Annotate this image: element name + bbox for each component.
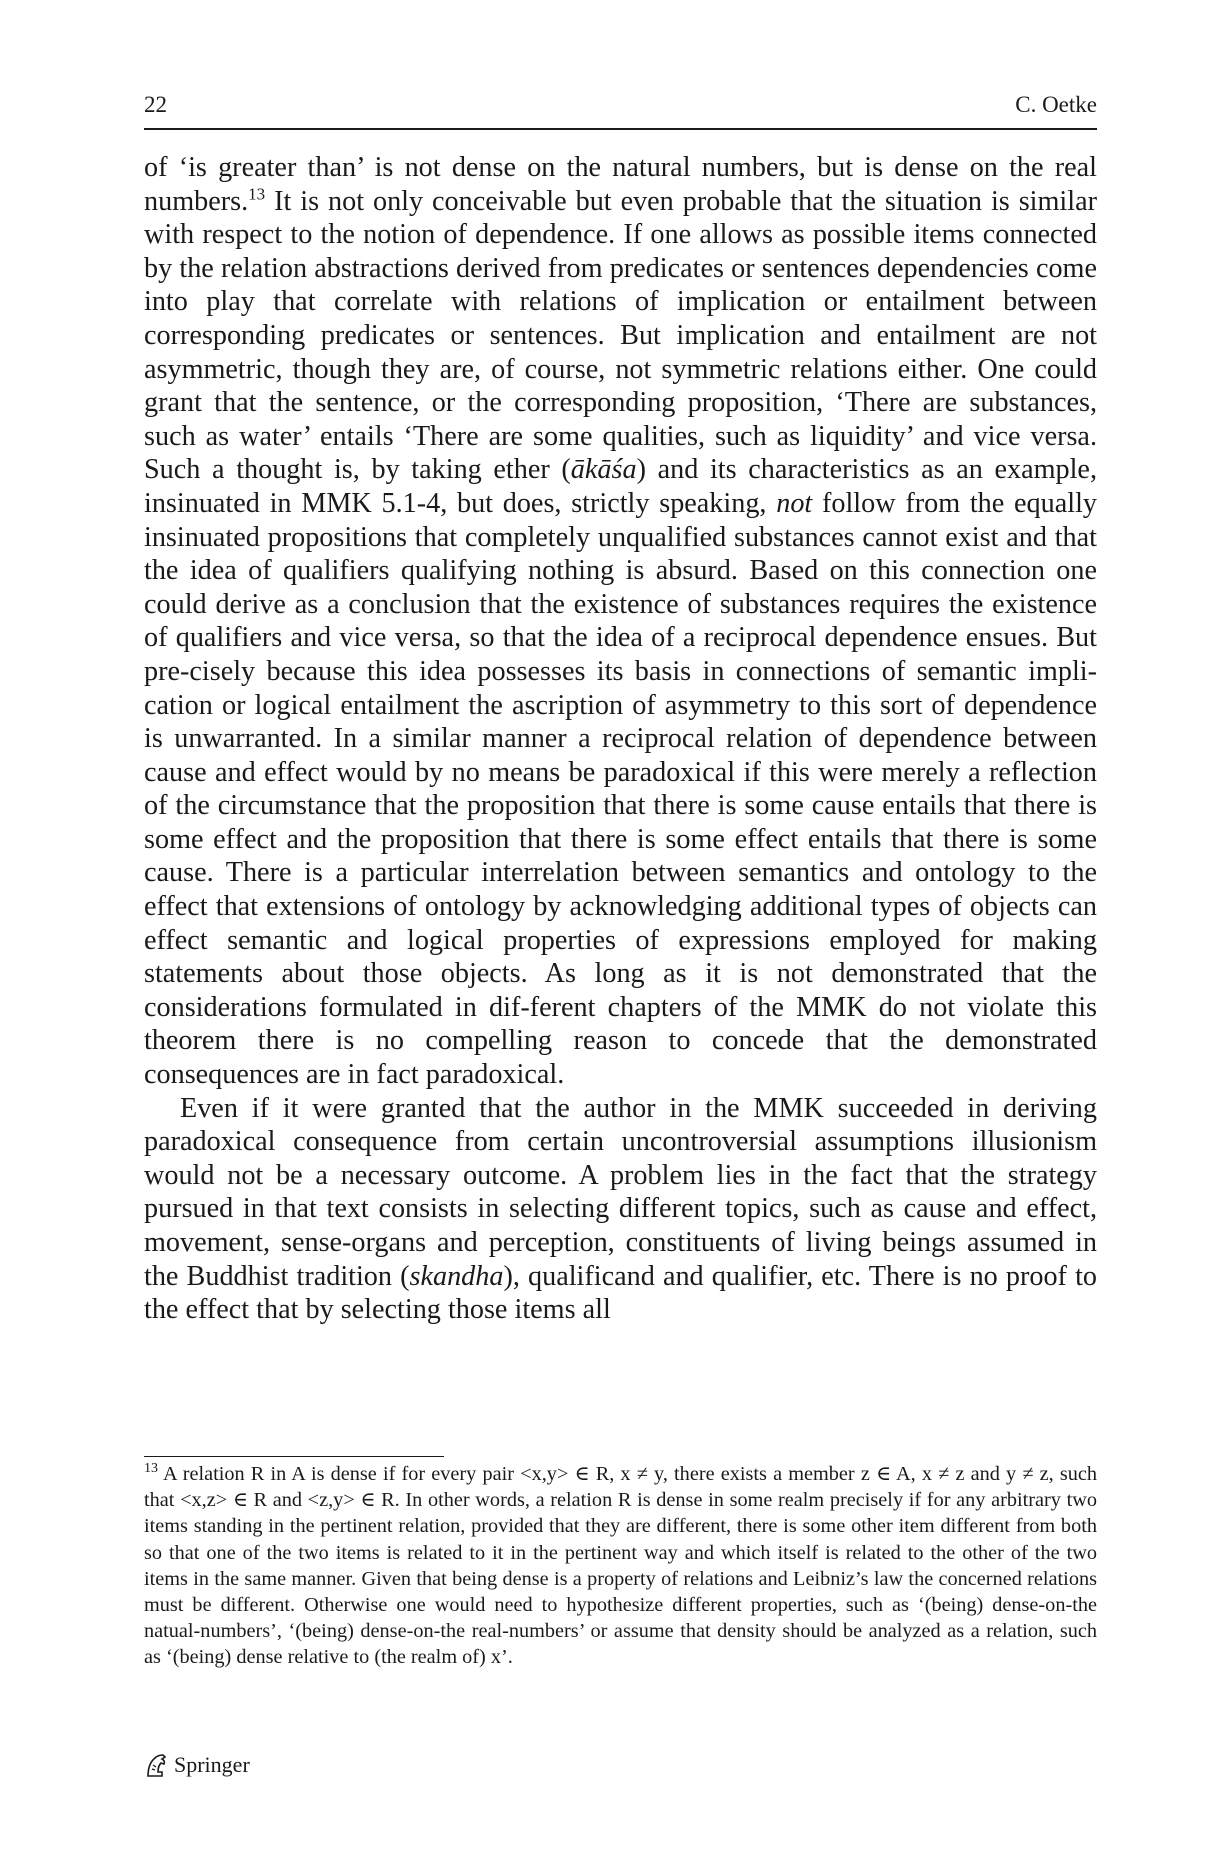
- publisher-name: Springer: [174, 1752, 250, 1777]
- running-author: C. Oetke: [1015, 92, 1097, 117]
- paragraph-1: [144, 151, 1097, 1092]
- paragraph-2: [144, 1092, 1097, 1327]
- p1-text-b: It is not only conceivable but even probable that the situation is similar with respect to the notion of dependence. If one allows as possible items connected by the relation abstractions derived from predicates or sentences dependencies come into play that correlate with relations of implication or entailment between corresponding predicates or sentences. But implication and entailment are not asymmetric, though they are, of course, not symmetric relations either. One could grant that the sentence, or the corresponding proposition, ‘There are substances, such as water’ entails ‘There are some qualities, such as liquidity’ and vice versa. Such a thought is, by taking ether (: [144, 185, 1097, 486]
- term-akasa: ākāśa: [570, 454, 637, 486]
- term-skandha: skandha: [409, 1260, 504, 1292]
- emphasis-not: not: [776, 487, 813, 519]
- page-number: 22: [144, 92, 167, 117]
- footnote-13: [144, 1461, 1097, 1671]
- footnote-number: 13: [144, 1461, 158, 1477]
- p1-text-d: follow from the equally insinuated propositions that completely unqualified substances cannot exist and that the idea of qualifiers qualifying nothing is absurd. Based on this connection one could derive as a conclusion that the existence of substances requires the existence of qualifiers and vice versa, so that the idea of a reciprocal dependence ensues. But pre-cisely because this idea possesses its basis in connections of semantic impli-cation or logical entailment the ascription of asymmetry to this sort of dependence is unwarranted. In a similar manner a reciprocal relation of dependence between cause and effect would by no means be paradoxical if this were merely a reflection of the circumstance that the proposition that there is some cause entails that there is some effect and the proposition that there is some effect entails that there is some cause. There is a particular interrelation between semantics and ontology to the effect that extensions of ontology by acknowledging additional types of objects can effect semantic and logical properties of expressions employed for making statements about those objects. As long as it is not demonstrated that the considerations formulated in dif-ferent chapters of the MMK do not violate this theorem there is no compelling reason to concede that the demonstrated consequences are in fact paradoxical.: [144, 487, 1097, 1091]
- p1-text-a: of ‘is greater than’ is not dense on the natural numbers, but is dense on the real numbers.: [144, 152, 1097, 217]
- running-header: [144, 92, 1097, 130]
- p2-text-a: Even if it were granted that the author in the MMK succeeded in deriving paradoxical consequence from certain uncontroversial assumptions illusionism would not be a necessary outcome. A problem lies in the fact that the strategy pursued in that text consists in selecting different topics, such as cause and effect, movement, sense-organs and perception, constituents of living beings assumed in the Buddhist tradition (: [144, 1092, 1097, 1292]
- page: [144, 0, 1097, 1851]
- footnote-divider: [144, 1456, 444, 1457]
- footnote-ref-13[interactable]: 13: [248, 184, 266, 204]
- footnote-text: A relation R in A is dense if for every pair <x,y> ∈ R, x ≠ y, there exists a member z ∈ A, x ≠ z and y ≠ z, such that <x,z> ∈ R and <z,y> ∈ R. In other words, a relation R is dense in some realm precisely if for any arbitrary two items standing in the pertinent relation, provided that they are different, there is some other item different from both so that one of the two items is related to it in the pertinent way and which itself is related to the other of the two items in the same manner. Given that being dense is a property of relations and Leibniz’s law the concerned relations must be different. Otherwise one would need to hypothesize different properties, such as ‘(being) dense-on-the natual-numbers’, ‘(being) dense-on-the real-numbers’ or assume that density should be analyzed as a relation, such as ‘(being) dense relative to (the realm of) x’.: [144, 1463, 1097, 1669]
- main-text: [144, 151, 1097, 1327]
- p2-text-b: ), qualificand and qualifier, etc. There is no proof to the effect that by selecting those items all: [144, 1260, 1097, 1326]
- p1-text-c: ) and its characteristics as an example, insinuated in MMK 5.1-4, but does, strictly speaking,: [144, 454, 1097, 519]
- publisher-footer: [144, 1750, 250, 1780]
- springer-horse-icon: [144, 1752, 168, 1778]
